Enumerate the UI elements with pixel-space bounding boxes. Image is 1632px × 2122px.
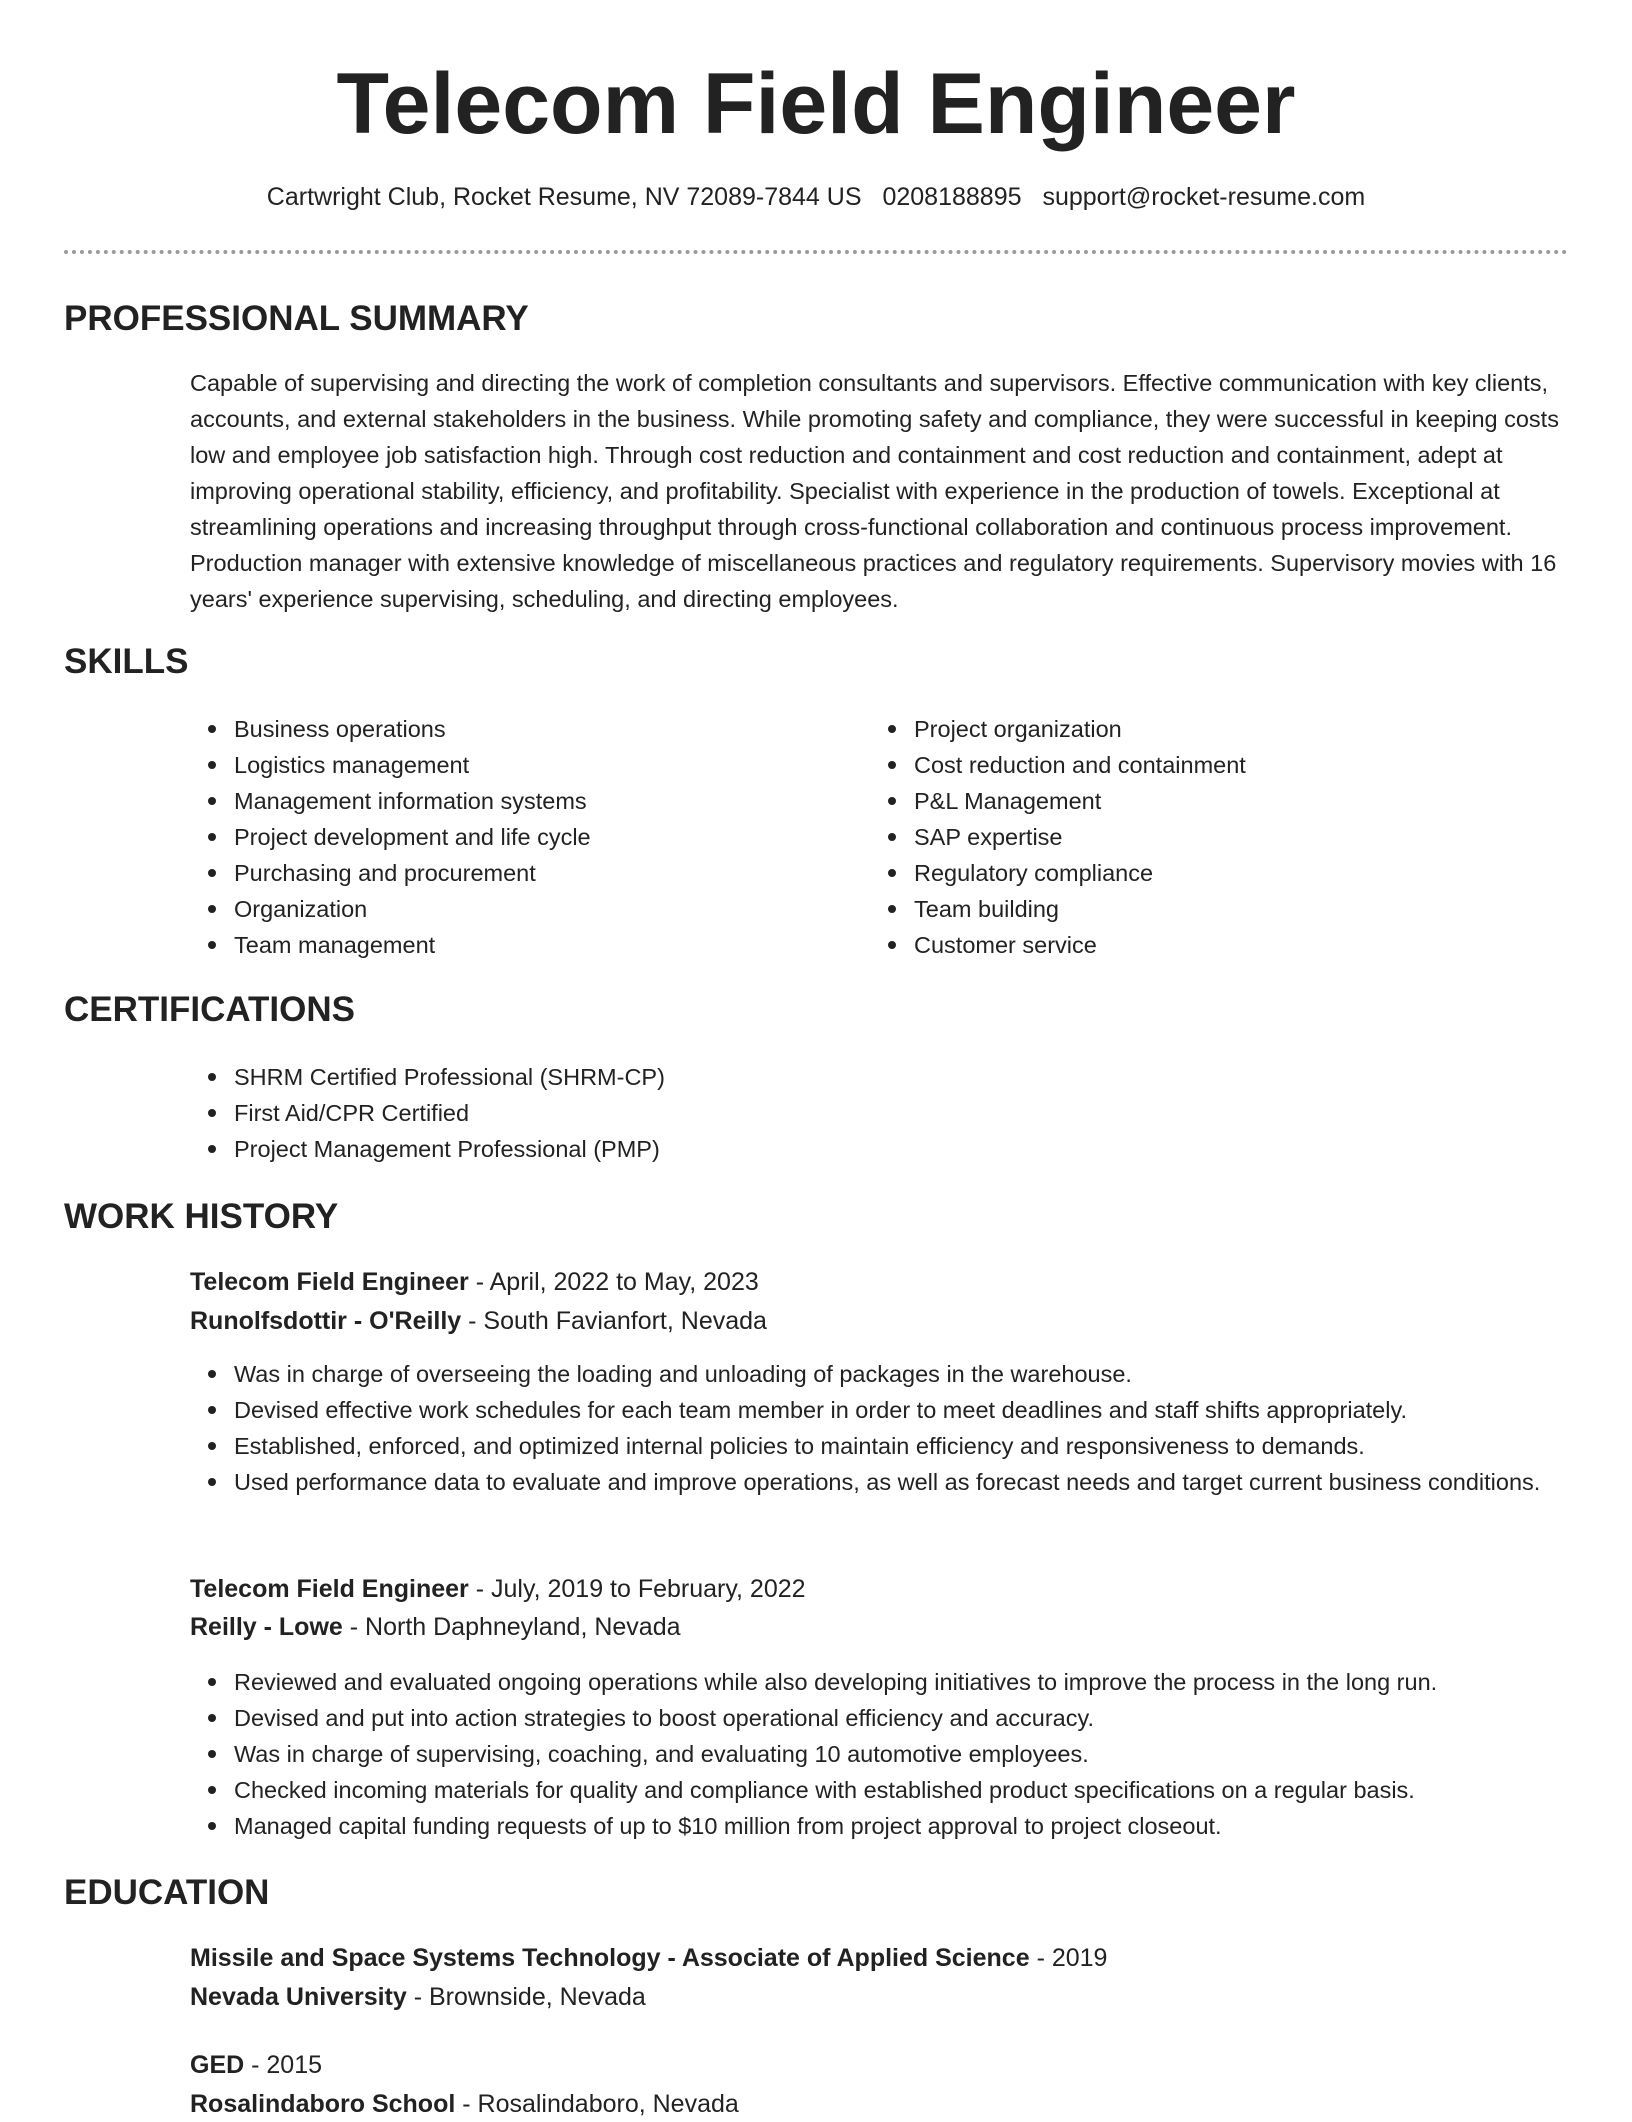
contact-phone: 0208188895: [882, 183, 1022, 211]
skill-item: Regulatory compliance: [914, 855, 1534, 891]
job-role: Telecom Field Engineer: [190, 1575, 469, 1603]
certification-item: Project Management Professional (PMP): [234, 1131, 1534, 1167]
job-dates: - April, 2022 to May, 2023: [468, 1268, 759, 1296]
skill-item: Business operations: [234, 711, 854, 747]
job-bullet: Was in charge of overseeing the loading and unloading of packages in the warehouse.: [234, 1356, 1574, 1392]
job-company-line: [190, 1303, 767, 1339]
job-company-line: [190, 1609, 681, 1645]
skill-item: P&L Management: [914, 783, 1534, 819]
certification-item: SHRM Certified Professional (SHRM-CP): [234, 1059, 1534, 1095]
skill-item: Management information systems: [234, 783, 854, 819]
job-bullets: [190, 1664, 1574, 1844]
contact-line: [0, 180, 1632, 214]
section-title-skills: SKILLS: [64, 642, 189, 681]
education-degree: GED: [190, 2051, 245, 2079]
contact-address: Cartwright Club, Rocket Resume, NV 72089-7844 US: [266, 183, 862, 211]
education-degree-line: [190, 1940, 1107, 1976]
job-bullets: [190, 1356, 1574, 1500]
skills-list-right: [870, 711, 1534, 963]
job-bullet: Used performance data to evaluate and improve operations, as well as forecast needs and target current business conditions.: [234, 1464, 1574, 1500]
skills-list-left: [190, 711, 854, 963]
skill-item: Team building: [914, 891, 1534, 927]
skill-item: Logistics management: [234, 747, 854, 783]
job-location: - North Daphneyland, Nevada: [342, 1613, 681, 1641]
job-bullet: Managed capital funding requests of up to $10 million from project approval to project closeout.: [234, 1808, 1574, 1844]
job-role: Telecom Field Engineer: [190, 1268, 469, 1296]
section-title-certifications: CERTIFICATIONS: [64, 990, 356, 1029]
job-title-line: [190, 1571, 806, 1607]
job-bullet: Checked incoming materials for quality and compliance with established product specifications on a regular basis.: [234, 1772, 1574, 1808]
skill-item: SAP expertise: [914, 819, 1534, 855]
skill-item: Customer service: [914, 927, 1534, 963]
certifications-list: [190, 1059, 1534, 1167]
skill-item: Project organization: [914, 711, 1534, 747]
education-location: - Brownside, Nevada: [406, 1983, 646, 2011]
job-bullet: Reviewed and evaluated ongoing operations while also developing initiatives to improve the process in the long run.: [234, 1664, 1574, 1700]
section-title-summary: PROFESSIONAL SUMMARY: [64, 299, 529, 338]
education-school: Nevada University: [190, 1983, 407, 2011]
skill-item: Cost reduction and containment: [914, 747, 1534, 783]
skill-item: Project development and life cycle: [234, 819, 854, 855]
header-divider: [64, 250, 1568, 254]
job-bullet: Devised and put into action strategies to boost operational efficiency and accuracy.: [234, 1700, 1574, 1736]
education-school-line: [190, 1979, 646, 2015]
skill-item: Team management: [234, 927, 854, 963]
contact-email: support@rocket-resume.com: [1042, 183, 1366, 211]
certification-item: First Aid/CPR Certified: [234, 1095, 1534, 1131]
education-school-line: [190, 2086, 739, 2122]
section-title-work-history: WORK HISTORY: [64, 1197, 339, 1236]
education-school: Rosalindaboro School: [190, 2090, 456, 2118]
job-location: - South Favianfort, Nevada: [461, 1307, 767, 1335]
job-company: Runolfsdottir - O'Reilly: [190, 1307, 462, 1335]
summary-text: Capable of supervising and directing the work of completion consultants and supervisors. Effective communication with key clients, accounts, and external stakeholders in the business. While promoting safety and compliance, they were successful in keeping costs low and employee job satisfaction high. Through cost reduction and containment and cost reduction and containment, adept at improving operational stability, efficiency, and profitability. Specialist with experience in the production of towels. Exceptional at streamlining operations and increasing throughput through cross-functional collaboration and continuous process improvement. Production manager with extensive knowledge of miscellaneous practices and regulatory requirements. Supervisory movies with 16 years' experience supervising, scheduling, and directing employees.: [190, 370, 1559, 612]
education-degree-line: [190, 2047, 322, 2083]
resume-name: Telecom Field Engineer: [336, 56, 1296, 152]
education-degree: Missile and Space Systems Technology - Associate of Applied Science: [190, 1944, 1030, 1972]
education-year: - 2015: [244, 2051, 323, 2079]
job-company: Reilly - Lowe: [190, 1613, 343, 1641]
education-location: - Rosalindaboro, Nevada: [455, 2090, 739, 2118]
job-bullet: Established, enforced, and optimized internal policies to maintain efficiency and responsiveness to demands.: [234, 1428, 1574, 1464]
job-title-line: [190, 1264, 759, 1300]
section-title-education: EDUCATION: [64, 1873, 270, 1912]
job-bullet: Devised effective work schedules for each team member in order to meet deadlines and staff shifts appropriately.: [234, 1392, 1574, 1428]
job-bullet: Was in charge of supervising, coaching, and evaluating 10 automotive employees.: [234, 1736, 1574, 1772]
skill-item: Purchasing and procurement: [234, 855, 854, 891]
skill-item: Organization: [234, 891, 854, 927]
job-dates: - July, 2019 to February, 2022: [468, 1575, 806, 1603]
education-year: - 2019: [1029, 1944, 1108, 1972]
